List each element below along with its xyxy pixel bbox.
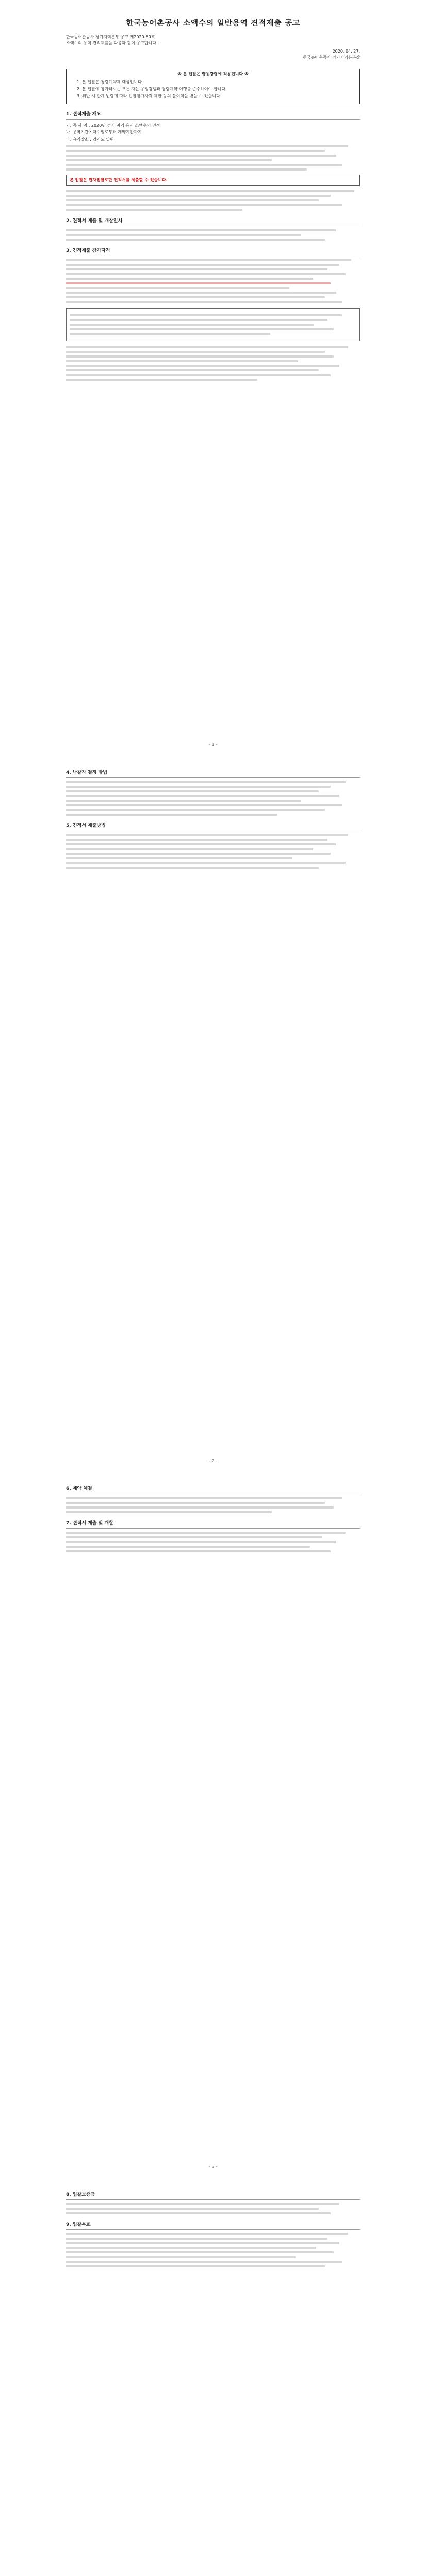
notice-number: 한국농어촌공사 경기지역본부 공고 제2020-60호 <box>66 34 155 39</box>
section-title: 6. 계약 체결 <box>66 1486 360 1494</box>
issuer-org: 한국농어촌공사 경기지역본부장 <box>303 55 360 60</box>
section-invalid <box>66 2222 360 2267</box>
lead-text: 소액수의 용역 견적제출을 다음과 같이 공고합니다. <box>66 41 158 46</box>
section-overview <box>66 111 360 211</box>
info-line: 가. 공 사 명 : 2020년 경기 지역 용역 소액수의 견적 <box>66 123 160 128</box>
text-lines <box>66 259 360 303</box>
section-schedule <box>66 218 360 241</box>
notice-item: 2. 본 입찰에 참가하시는 모든 자는 공정경쟁과 청렴계약 이행을 준수하여야 합니다. <box>77 87 227 92</box>
header-block <box>66 34 360 60</box>
page-number: - 1 - <box>209 742 217 747</box>
section-award <box>66 770 360 816</box>
section-title: 9. 입찰무효 <box>66 2222 360 2230</box>
section-opening <box>66 1520 360 1552</box>
text-lines <box>66 346 360 381</box>
warning-box: 본 입찰은 전자입찰로만 견적서를 제출할 수 있습니다. <box>66 175 360 186</box>
section-title: 7. 견적서 제출 및 개찰 <box>66 1520 360 1529</box>
section-title: 3. 견적제출 참가자격 <box>66 248 360 256</box>
section-title: 2. 견적서 제출 및 개찰일시 <box>66 218 360 226</box>
page-1 <box>66 18 360 383</box>
section-title: 1. 견적제출 개요 <box>66 111 360 120</box>
notice-item: 3. 위반 시 관계 법령에 따라 입찰참가자격 제한 등의 불이익을 받을 수 있습니다. <box>77 93 222 98</box>
page-4 <box>66 2184 360 2270</box>
notice-item: 1. 본 입찰은 청렴계약제 대상입니다. <box>77 79 143 84</box>
page-2 <box>66 762 360 871</box>
info-line: 다. 용역장소 : 경기도 일원 <box>66 137 114 142</box>
section-contract <box>66 1486 360 1513</box>
text-lines <box>66 834 360 869</box>
page-number: - 2 - <box>209 1459 217 1463</box>
text-lines <box>66 1497 360 1513</box>
text-lines <box>66 145 360 171</box>
integrity-notice-box <box>66 69 360 104</box>
section-method <box>66 823 360 869</box>
note-box <box>66 308 360 341</box>
notice-date: 2020. 04. 27. <box>332 48 360 54</box>
text-lines <box>66 1532 360 1552</box>
text-lines <box>66 190 360 211</box>
section-title: 4. 낙찰자 결정 방법 <box>66 770 360 778</box>
section-deposit <box>66 2192 360 2214</box>
page-3 <box>66 1479 360 1555</box>
section-eligibility <box>66 248 360 381</box>
document-title: 한국농어촌공사 소액수의 일반용역 견적제출 공고 <box>126 18 300 27</box>
section-title: 5. 견적서 제출방법 <box>66 823 360 831</box>
info-line: 나. 용역기간 : 착수일로부터 계약기간까지 <box>66 130 142 135</box>
text-lines <box>66 781 360 816</box>
text-lines <box>66 2233 360 2267</box>
notice-list <box>71 79 355 99</box>
page-number: - 3 - <box>209 2164 217 2169</box>
text-lines <box>66 2203 360 2214</box>
text-lines <box>66 229 360 241</box>
notice-box-title: ※ 본 입찰은 행동강령에 적용됩니다 ※ <box>177 72 249 77</box>
section-title: 8. 입찰보증금 <box>66 2192 360 2200</box>
